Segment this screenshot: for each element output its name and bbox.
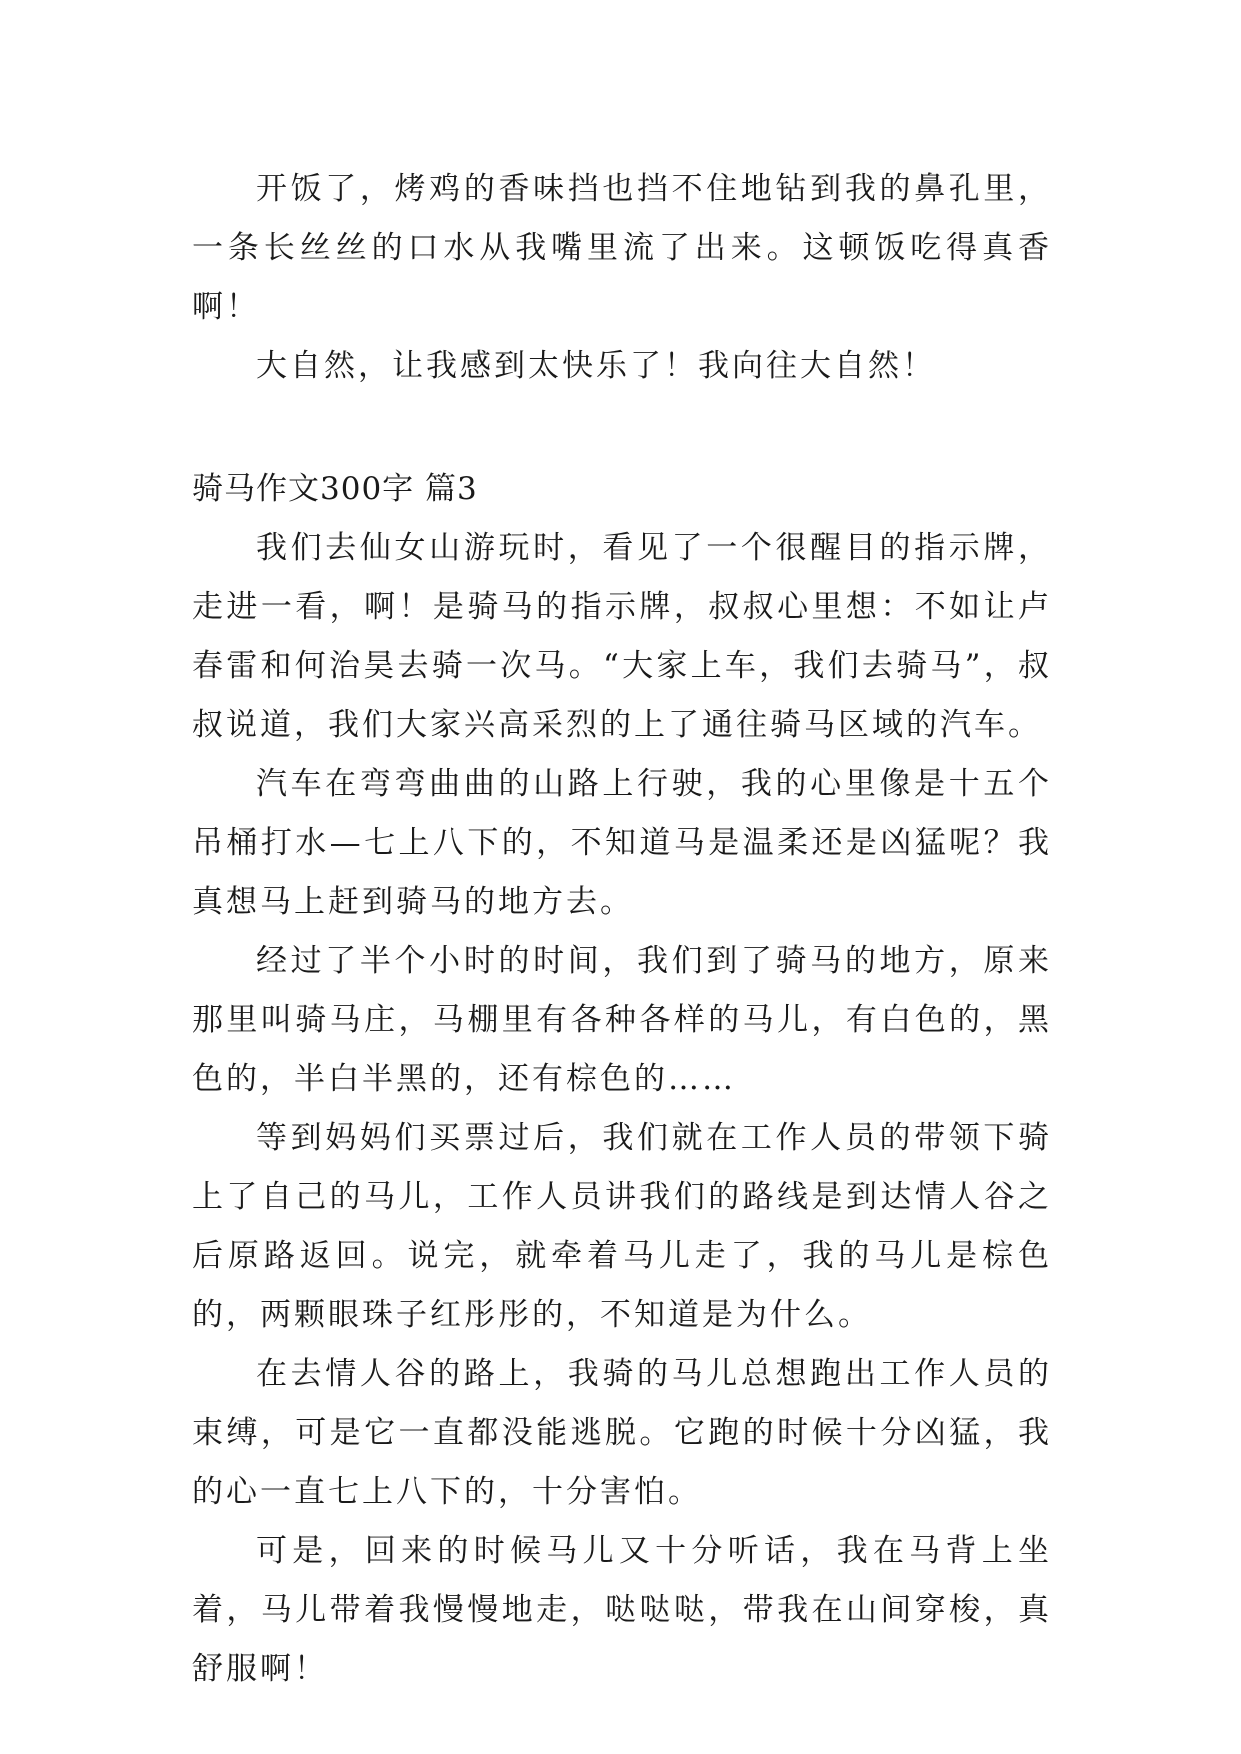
paragraph: 开饭了，烤鸡的香味挡也挡不住地钻到我的鼻孔里，一条长丝丝的口水从我嘴里流了出来。这顿饭吃得真香啊！ <box>192 171 1052 325</box>
paragraph: 可是，回来的时候马儿又十分听话，我在马背上坐着，马儿带着我慢慢地走，哒哒哒，带我在山间穿梭，真舒服啊！ <box>192 1533 1052 1687</box>
document-body <box>192 160 1052 1699</box>
paragraph: 等到妈妈们买票过后，我们就在工作人员的带领下骑上了自己的马儿，工作人员讲我们的路线是到达情人谷之后原路返回。说完，就牵着马儿走了，我的马儿是棕色的，两颗眼珠子红彤彤的，不知道是为什么。 <box>192 1120 1052 1333</box>
paragraph: 大自然，让我感到太快乐了！我向往大自然！ <box>256 348 936 384</box>
paragraph: 经过了半个小时的时间，我们到了骑马的地方，原来那里叫骑马庄，马棚里有各种各样的马儿，有白色的，黑色的，半白半黑的，还有棕色的…… <box>192 943 1052 1097</box>
paragraph: 汽车在弯弯曲曲的山路上行驶，我的心里像是十五个吊桶打水—七上八下的，不知道马是温柔还是凶猛呢？我真想马上赶到骑马的地方去。 <box>192 766 1052 920</box>
paragraph: 在去情人谷的路上，我骑的马儿总想跑出工作人员的束缚，可是它一直都没能逃脱。它跑的时候十分凶猛，我的心一直七上八下的，十分害怕。 <box>192 1356 1052 1510</box>
paragraph: 我们去仙女山游玩时，看见了一个很醒目的指示牌，走进一看，啊！是骑马的指示牌，叔叔心里想：不如让卢春雷和何治昊去骑一次马。“大家上车，我们去骑马”，叔叔说道，我们大家兴高采烈的上了通往骑马区域的汽车。 <box>192 530 1052 743</box>
section-title: 骑马作文300字 篇3 <box>192 471 478 507</box>
